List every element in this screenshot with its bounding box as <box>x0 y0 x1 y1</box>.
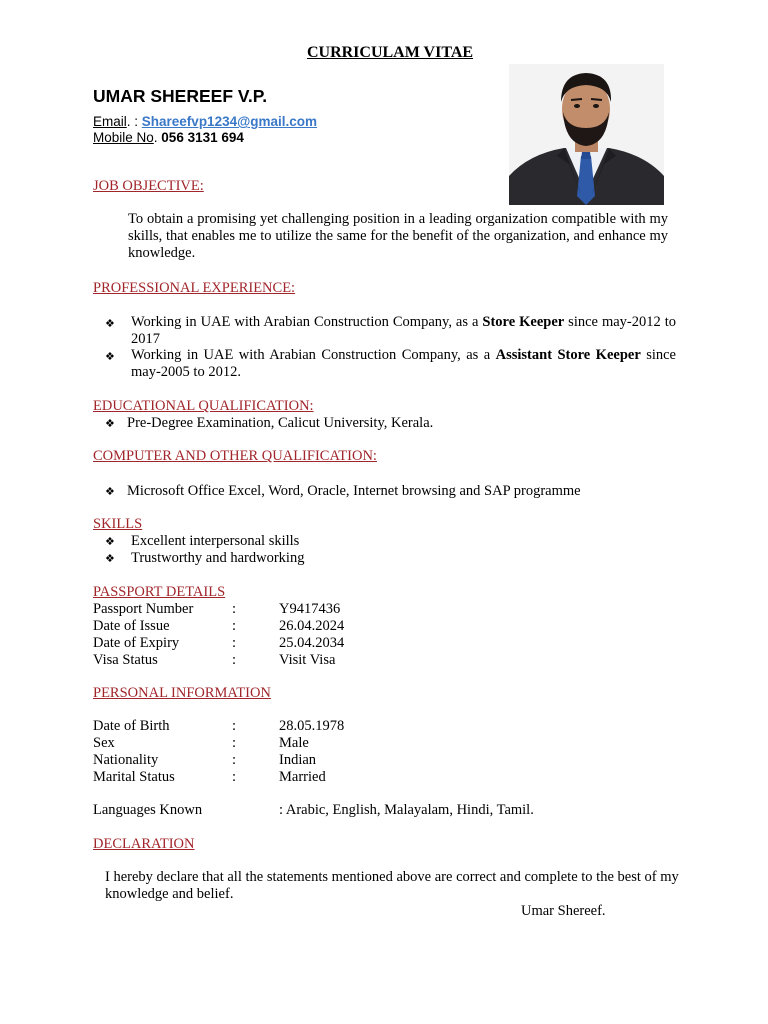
skill-item <box>105 550 304 567</box>
visa-status-value: Visit Visa <box>279 652 336 668</box>
document-title: CURRICULAM VITAE <box>306 44 474 61</box>
email-separator: . : <box>126 114 142 129</box>
mobile-separator: . <box>153 130 162 145</box>
mobile-label: Mobile No <box>93 130 154 145</box>
issue-date-value: 26.04.2024 <box>279 618 345 634</box>
experience-period: since may-2012 to 2017 <box>131 314 676 347</box>
passport-number-label: Passport Number <box>93 601 194 617</box>
colon: : <box>232 601 237 617</box>
passport-heading: PASSPORT DETAILS <box>93 584 226 600</box>
experience-heading: PROFESSIONAL EXPERIENCE: <box>93 280 296 296</box>
personal-heading: PERSONAL INFORMATION <box>93 685 271 701</box>
job-objective-text: To obtain a promising yet challenging position in a leading organization compatible with my skills, that enables me to utilize the same for the benefit of the organization, and enhance my knowledge. <box>128 211 668 261</box>
skills-heading: SKILLS <box>93 516 143 532</box>
colon: : <box>232 769 237 785</box>
education-heading: EDUCATIONAL QUALIFICATION: <box>93 398 314 414</box>
passport-number-value: Y9417436 <box>279 601 341 617</box>
issue-date-label: Date of Issue <box>93 618 170 634</box>
email-link[interactable]: Shareefvp1234@gmail.com <box>141 114 318 129</box>
expiry-date-label: Date of Expiry <box>93 635 180 651</box>
portrait-illustration <box>509 64 664 205</box>
education-item <box>105 415 433 432</box>
mobile-line <box>93 130 244 145</box>
computer-text: Microsoft Office Excel, Word, Oracle, Internet browsing and SAP programme <box>127 483 581 499</box>
mobile-number: 056 3131 694 <box>161 130 244 145</box>
marital-status-label: Marital Status <box>93 769 175 785</box>
experience-role: Assistant Store Keeper <box>495 347 641 363</box>
colon: : <box>232 752 237 768</box>
dob-value: 28.05.1978 <box>279 718 345 734</box>
sex-label: Sex <box>93 735 115 751</box>
languages-value: : Arabic, English, Malayalam, Hindi, Tamil. <box>279 802 534 818</box>
computer-item <box>105 483 581 500</box>
expiry-date-value: 25.04.2034 <box>279 635 345 651</box>
skill-text: Excellent interpersonal skills <box>131 533 300 549</box>
sex-value: Male <box>279 735 309 751</box>
marital-status-value: Married <box>279 769 326 785</box>
computer-heading: COMPUTER AND OTHER QUALIFICATION: <box>93 448 377 464</box>
bullet-icon: ❖ <box>105 485 115 498</box>
profile-photo <box>509 64 664 205</box>
experience-role: Store Keeper <box>482 314 565 330</box>
visa-status-label: Visa Status <box>93 652 158 668</box>
colon: : <box>232 652 237 668</box>
skill-text: Trustworthy and hardworking <box>131 550 305 566</box>
bullet-icon: ❖ <box>105 350 115 363</box>
candidate-name: UMAR SHEREEF V.P. <box>93 86 268 106</box>
bullet-icon: ❖ <box>105 417 115 430</box>
bullet-icon: ❖ <box>105 552 115 565</box>
experience-item <box>105 347 676 381</box>
email-label: Email <box>93 114 127 129</box>
bullet-icon: ❖ <box>105 535 115 548</box>
colon: : <box>232 618 237 634</box>
nationality-label: Nationality <box>93 752 159 768</box>
signature-name: Umar Shereef. <box>521 903 606 919</box>
experience-period: since may-2005 to 2012. <box>131 347 676 380</box>
declaration-text: I hereby declare that all the statements mentioned above are correct and complete to the best of my knowledge and belief. <box>105 869 679 902</box>
colon: : <box>232 718 237 734</box>
experience-item <box>105 314 676 348</box>
nationality-value: Indian <box>279 752 317 768</box>
email-line <box>93 114 317 129</box>
skill-item <box>105 533 299 550</box>
bullet-icon: ❖ <box>105 317 115 330</box>
colon: : <box>232 735 237 751</box>
experience-text: Working in UAE with Arabian Construction Company, as a <box>131 314 483 330</box>
dob-label: Date of Birth <box>93 718 170 734</box>
experience-text: Working in UAE with Arabian Construction Company, as a <box>131 347 496 363</box>
job-objective-heading: JOB OBJECTIVE: <box>93 178 204 194</box>
languages-label: Languages Known <box>93 802 203 818</box>
declaration-heading: DECLARATION <box>93 836 195 852</box>
education-text: Pre-Degree Examination, Calicut University, Kerala. <box>127 415 434 431</box>
colon: : <box>232 635 237 651</box>
